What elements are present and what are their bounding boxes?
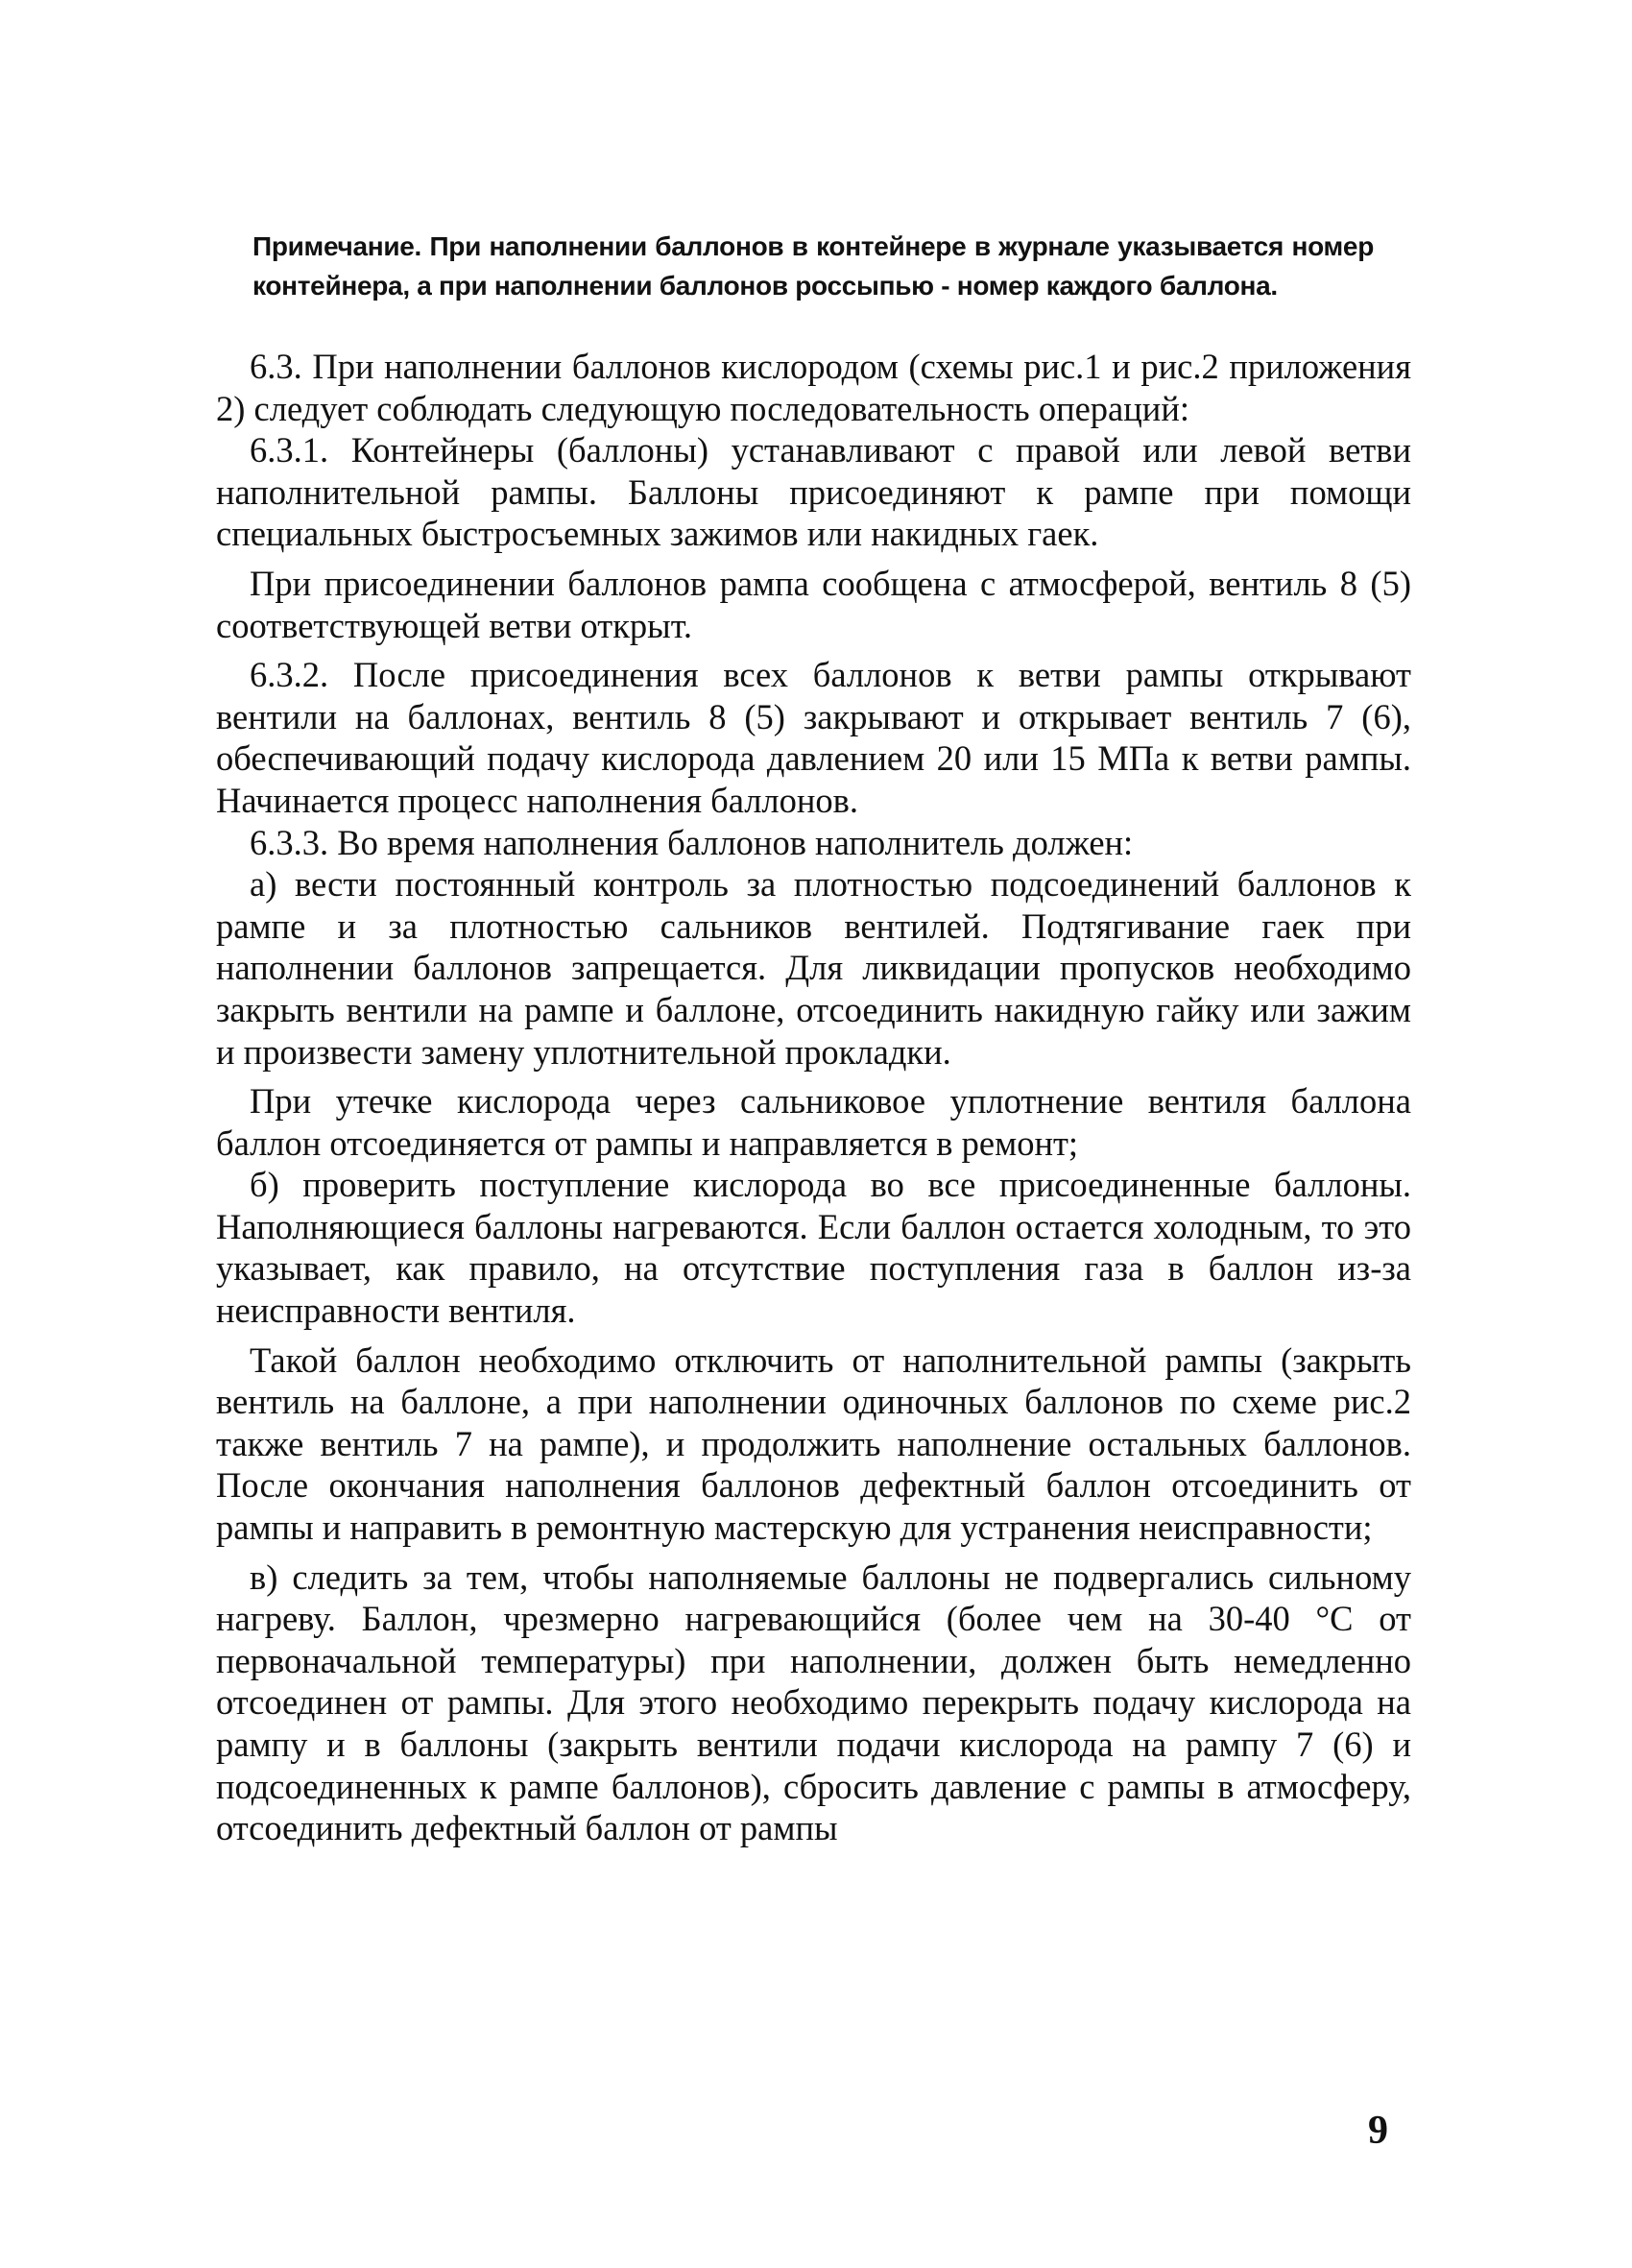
paragraph-item-b: б) проверить поступление кислорода во все присоединенные баллоны. Наполняющиеся баллоны нагреваются. Если баллон остается холодным, то это указывает, как правило, на отсутствие поступления газа в баллон из-за неисправности вентиля.: [216, 1165, 1411, 1331]
paragraph-connection: При присоединении баллонов рампа сообщена с атмосферой, вентиль 8 (5) соответствующей ветви открыт.: [216, 563, 1411, 645]
paragraph-6-3-2: 6.3.2. После присоединения всех баллонов к ветви рампы открывают вентили на баллонах, вентиль 8 (5) закрывают и открывает вентиль 7 (6), обеспечивающий подачу кислорода давлением 20 или 15 МПа к ветви рампы. Начинается процесс наполнения баллонов.: [216, 655, 1411, 820]
paragraph-leak: При утечке кислорода через сальниковое уплотнение вентиля баллона баллон отсоединяется от рампы и направляется в ремонт;: [216, 1081, 1411, 1163]
paragraph-6-3-1: 6.3.1. Контейнеры (баллоны) устанавливают с правой или левой ветви наполнительной рампы. Баллоны присоединяют к рампе при помощи специальных быстросъемных зажимов или накидных гаек.: [216, 430, 1411, 554]
page-number: 9: [1368, 2109, 1388, 2153]
paragraph-item-v: в) следить за тем, чтобы наполняемые баллоны не подвергались сильному нагреву. Баллон, чрезмерно нагревающийся (более чем на 30-40 °С от первоначальной температуры) при наполнении, должен быть немедленно отсоединен от рампы. Для этого необходимо перекрыть подачу кислорода на рампу и в баллоны (закрыть вентили подачи кислорода на рампу 7 (6) и подсоединенных к рампе баллонов), сбросить давление с рампы в атмосферу, отсоединить дефектный баллон от рампы: [216, 1556, 1411, 1848]
paragraph-6-3-3: 6.3.3. Во время наполнения баллонов наполнитель должен:: [250, 822, 1134, 862]
note-text: Примечание. При наполнении баллонов в контейнере в журнале указывается номер контейнера, а при наполнении баллонов россыпью - номер каждого баллона.: [252, 231, 1374, 301]
body-text: [216, 346, 1411, 1849]
paragraph-defective: Такой баллон необходимо отключить от наполнительной рампы (закрыть вентиль на баллоне, а при наполнении одиночных баллонов по схеме рис.2 также вентиль 7 на рампе), и продолжить наполнение остальных баллонов. После окончания наполнения баллонов дефектный баллон отсоединить от рампы и направить в ремонтную мастерскую для устранения неисправности;: [216, 1339, 1411, 1548]
paragraph-6-3: 6.3. При наполнении баллонов кислородом (схемы рис.1 и рис.2 приложения 2) следует соблюдать следующую последовательность операций:: [216, 347, 1411, 428]
paragraph-item-a: а) вести постоянный контроль за плотностью подсоединений баллонов к рампе и за плотностью сальников вентилей. Подтягивание гаек при наполнении баллонов запрещается. Для ликвидации пропусков необходимо закрыть вентили на рампе и баллоне, отсоединить накидную гайку или зажим и произвести замену уплотнительной прокладки.: [216, 864, 1411, 1072]
